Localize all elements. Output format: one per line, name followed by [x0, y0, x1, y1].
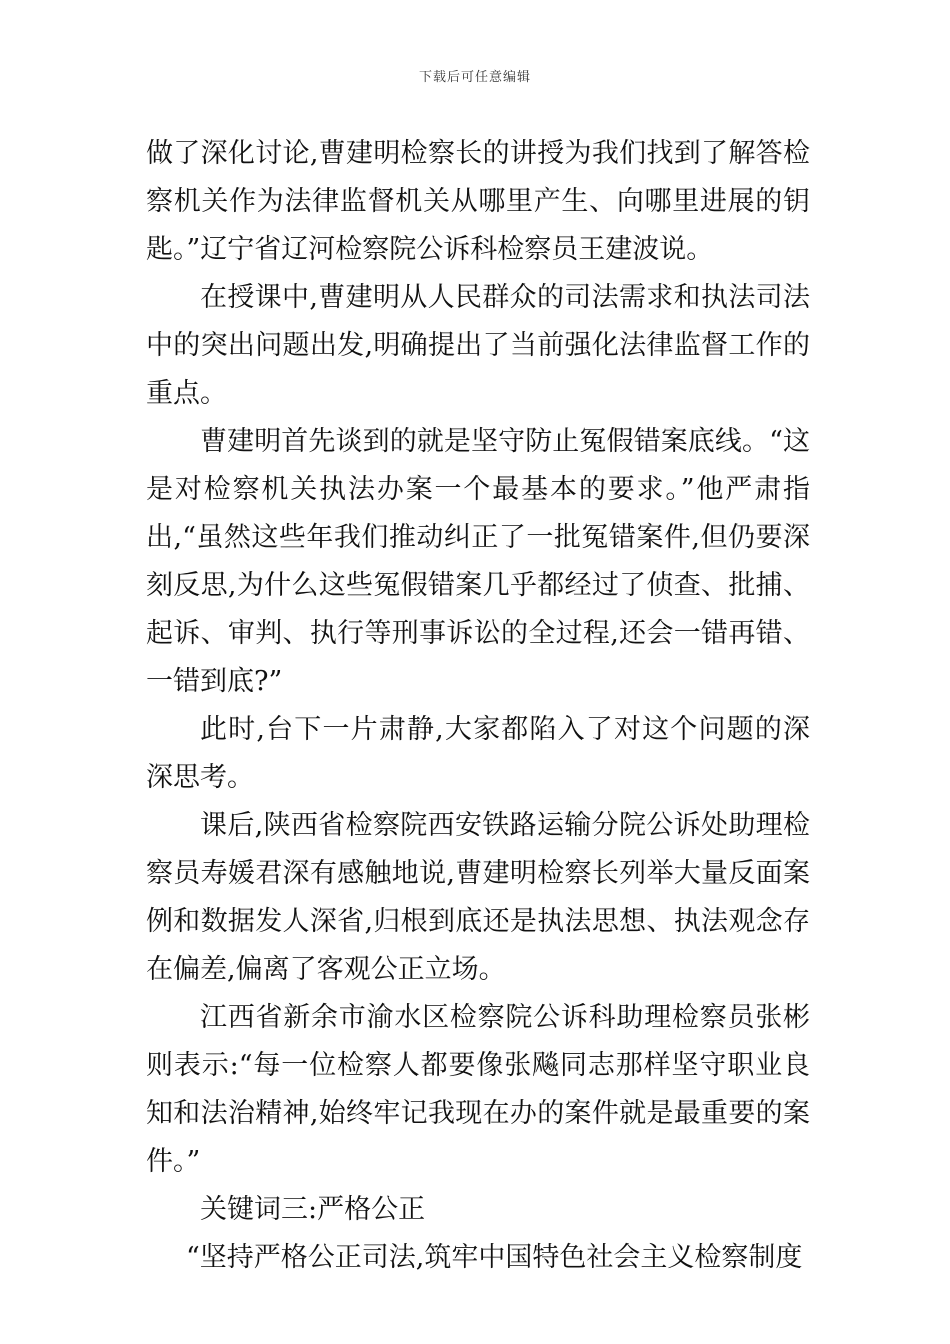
paragraph-5: 课后,陕西省检察院西安铁路运输分院公诉处助理检察员寿媛君深有感触地说,曹建明检察长列举大量反面案例和数据发人深省,归根到底还是执法思想、执法观念存在偏差,偏离了客观公正立场。 — [146, 810, 810, 985]
paragraph-2: 在授课中,曹建明从人民群众的司法需求和执法司法中的突出问题出发,明确提出了当前强化法律监督工作的重点。 — [146, 282, 810, 409]
document-body — [146, 130, 810, 1282]
paragraph-4: 此时,台下一片肃静,大家都陷入了对这个问题的深深思考。 — [146, 714, 810, 793]
section-heading: 关键词三:严格公正 — [200, 1194, 426, 1225]
page-header: 下载后可任意编辑 — [418, 70, 531, 85]
paragraph-3: 曹建明首先谈到的就是坚守防止冤假错案底线。“这是对检察机关执法办案一个最基本的要求。”他严肃指出,“虽然这些年我们推动纠正了一批冤错案件,但仍要深刻反思,为什么这些冤假错案几乎都经过了侦查、批捕、起诉、审判、执行等刑事诉讼的全过程,还会一错再错、一错到底?” — [146, 426, 810, 697]
paragraph-1: 做了深化讨论,曹建明检察长的讲授为我们找到了解答检察机关作为法律监督机关从哪里产生、向哪里进展的钥匙。”辽宁省辽河检察院公诉科检察员王建波说。 — [146, 138, 810, 265]
paragraph-6: 江西省新余市渝水区检察院公诉科助理检察员张彬则表示:“每一位检察人都要像张飚同志那样坚守职业良知和法治精神,始终牢记我现在办的案件就是最重要的案件。” — [146, 1002, 810, 1177]
paragraph-7: “坚持严格公正司法,筑牢中国特色社会主义检察制度 — [186, 1242, 803, 1273]
